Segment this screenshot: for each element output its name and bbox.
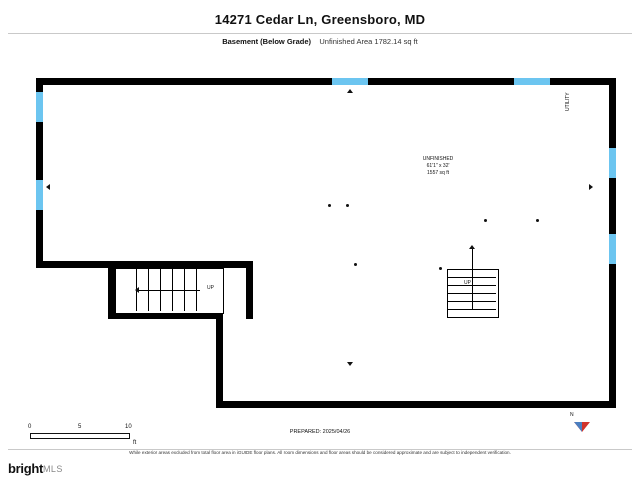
window-left-upper	[36, 92, 43, 122]
floorplan-drawing	[8, 56, 632, 416]
stair-left-arrow-icon	[135, 287, 139, 293]
view-arrow-bottom	[347, 362, 353, 366]
window-top-right	[514, 78, 550, 85]
scale-unit: ft	[133, 440, 137, 446]
survey-dot	[439, 267, 442, 270]
level-label: Basement (Below Grade)	[222, 37, 311, 46]
stair-right-label: UP	[464, 280, 471, 286]
stair-left-label: UP	[207, 285, 214, 291]
view-arrow-right	[589, 184, 593, 190]
wall-mid-vertical	[216, 312, 223, 408]
room-dimensions: 61'1" x 32'	[426, 163, 450, 169]
stair-left-direction	[138, 290, 200, 291]
disclaimer-text: While exterior areas excluded from total floor area in iGUIDE floor plans. All room dimensions and floor areas should be considered approximate and are subject to independent verification.	[129, 450, 511, 455]
room-label-unfinished	[393, 156, 483, 177]
survey-dot	[536, 219, 539, 222]
header-divider	[8, 33, 632, 34]
brand-logo	[8, 461, 63, 476]
scale-bar	[30, 424, 140, 446]
survey-dot	[328, 204, 331, 207]
compass-icon	[560, 412, 600, 444]
room-area: 1557 sq ft	[427, 170, 449, 176]
view-arrow-top	[347, 89, 353, 93]
window-left-lower	[36, 180, 43, 210]
area-label: Unfinished Area 1782.14 sq ft	[319, 37, 418, 46]
view-arrow-left	[46, 184, 50, 190]
wall-notch-top	[36, 261, 253, 268]
survey-dot	[346, 204, 349, 207]
stair-right-arrow-icon	[469, 245, 475, 249]
survey-dot	[354, 263, 357, 266]
brand-secondary: MLS	[43, 464, 63, 474]
scale-tick-5: 5	[78, 424, 82, 430]
prepared-date: PREPARED: 2025/04/26	[289, 429, 351, 435]
wall-notch-left	[108, 261, 115, 319]
survey-dot	[484, 219, 487, 222]
wall-stair-right	[246, 261, 253, 319]
window-top-left	[332, 78, 368, 85]
level-subtitle	[0, 37, 640, 46]
compass-north-label: N	[570, 412, 574, 418]
wall-bottom	[216, 401, 616, 408]
utility-label: UTILITY	[565, 92, 571, 111]
window-right-upper	[609, 148, 616, 178]
stair-right-direction	[472, 248, 473, 310]
room-name: UNFINISHED	[422, 156, 454, 162]
window-right-lower	[609, 234, 616, 264]
page-title: 14271 Cedar Ln, Greensboro, MD	[214, 12, 426, 27]
scale-tick-0: 0	[28, 424, 32, 430]
brand-primary: bright	[8, 461, 44, 476]
stair-left	[115, 268, 224, 314]
scale-tick-10: 10	[125, 424, 132, 430]
